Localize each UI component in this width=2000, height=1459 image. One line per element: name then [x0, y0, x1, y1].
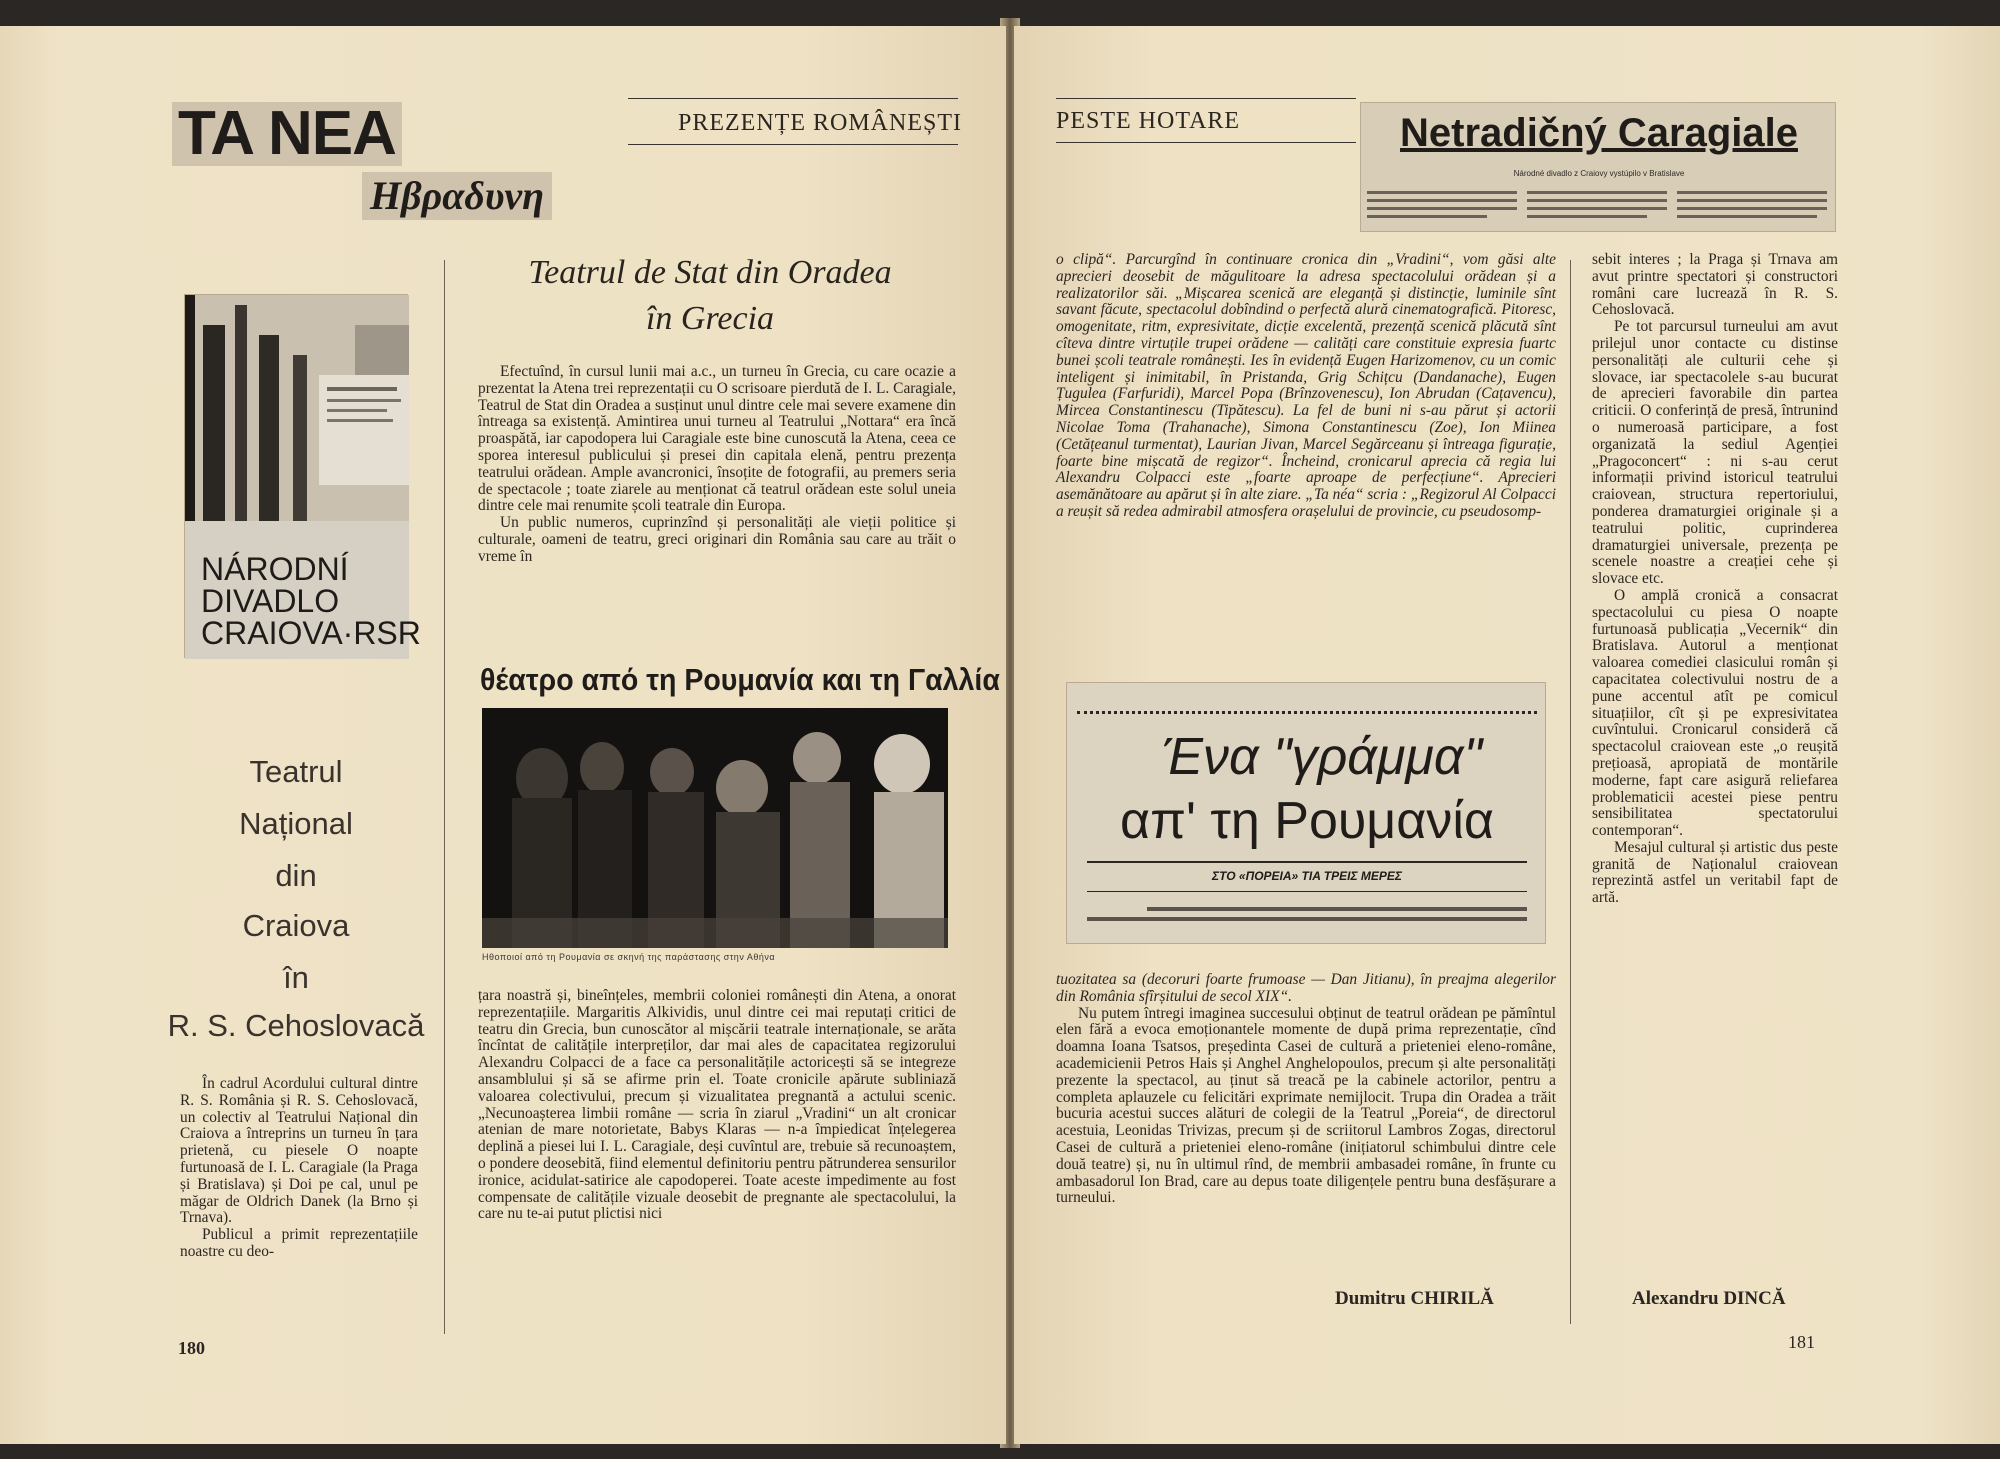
page-number-left: 180	[178, 1338, 205, 1358]
ta-nea-masthead: TA NEA	[172, 102, 402, 166]
slovak-clipping-subtitle: Národné divadlo z Craiovy vystúpilo v Bratislave	[1513, 169, 1685, 178]
right-paragraph-2: tuozitatea sa (decoruri foarte frumoase — Dan Jitianu), în preajma alegerilor din România sfîrșitului de secol XIX“.	[1056, 971, 1556, 1005]
section-rule-bottom	[628, 144, 958, 145]
signature-dumitru-chirila: Dumitru CHIRILĂ	[1335, 1288, 1494, 1309]
article-column-1	[478, 364, 956, 566]
poster-line-1: NÁRODNÍ	[201, 551, 349, 587]
greek-clip-rule-2	[1087, 891, 1527, 892]
greek-clip-dots	[1077, 711, 1537, 717]
right-b-paragraph-2: Pe tot parcursul turneului am avut prilejul unor contacte cu distinse personalități ale culturii cehe și slovace, iar spectacolele s-au bucurat de aprecieri favorabile din partea criticii. O conferință de presă, întrunind o numeroasă participare, a fost organizată la sediul Agenției „Pragoconcert“ : ni s-au cerut informații privind istoricul teatrului craiovean, structura repertoriului, ponderea dramaturgiei originale și a teatrului politic, cuprinderea dramaturgiei universale, prezența pe scenele noastre a creației cehe și slovace etc.	[1592, 318, 1838, 588]
greek-clip-line-1: Ένα "γράμμα"	[1161, 728, 1483, 786]
column-divider	[444, 260, 445, 1334]
sidebar-title-4: Craiova	[242, 908, 350, 943]
greek-headline: θέατρο από τη Ρουμανία και τη Γαλλία	[480, 662, 1000, 697]
right-b-paragraph-4: Mesajul cultural și artistic dus peste granită de Naționalul craiovean reprezintă astfel un veritabil fapt de artă.	[1592, 838, 1838, 907]
article-paragraph-1: Efectuînd, în cursul lunii mai a.c., un turneu în Grecia, cu care ocazie a prezentat la Atena trei reprezentații cu O scrisoare pierdută de I. L. Caragiale, Teatrul de Stat din Oradea a susținut unul dintre cele mai severe examene din întreaga sa existență. Amintirea unui turneu al Teatrului „Nottara“ era încă proaspătă, iar capodopera lui Caragiale este bine cunoscută la Atena, ceea ce sporea interesul publicului și presei din capitala elenă, pentru prezența teatrului orădean. Ample avancronici, însoțite de fotografii, au premers seria de spectacole ; toate ziarele au menționat că teatrul orădean este solul uneia dintre cele mai renumite școli teatrale din Europa.	[478, 363, 956, 515]
sidebar-text	[180, 1076, 418, 1261]
stage-photo-art	[482, 708, 948, 948]
right-b-paragraph-3: O amplă cronică a consacrat spectacolului cu piesa O noapte furtunoasă publicația „Vecernik“ din Bratislava. Autorul a menționat valoarea comediei clasicului român și capacitatea colectivului nostru de a pune accentul atît pe comicul situațiilor, cît și pe expresivitatea cuvîntului. Cronicarul consideră că spectacolul craiovean este „o reușită prețioasă, apropiată de montările moderne, fapt care asigură reliefarea problematicii acestei piese pentru sensibilitatea spectatorului contemporan“.	[1592, 586, 1838, 840]
article-column-1-continued	[478, 988, 956, 1223]
section-label: PREZENȚE ROMÂNEȘTI	[678, 110, 962, 136]
sidebar-title-6: R. S. Cehoslovacă	[167, 1008, 425, 1043]
sidebar-title-5: în	[283, 960, 309, 995]
right-column-b	[1592, 252, 1838, 907]
greek-clip-line-2: απ' τη Ρουμανία	[1120, 792, 1494, 850]
greek-clipping	[1066, 682, 1546, 944]
sidebar-title-1: Teatrul	[249, 754, 343, 789]
slovak-clipping-title: Netradičný Caragiale	[1400, 111, 1798, 155]
photo-caption: Ηθοποιοί από τη Ρουμανία σε σκηνή της παράστασης στην Αθήνα	[482, 952, 776, 962]
article-paragraph-3: țara noastră și, bineînțeles, membrii coloniei românești din Atena, a onorat reprezentațiile. Margaritis Alkividis, unul dintre cei mai reputați critici de teatru din Grecia, bun cunoscător al mișcării teatrale internaționale, se arăta încîntat de calitățile interpreților, dar mai ales de capacitatea regizorului Alexandru Colpacci de a face ca personalitățile actoricești să se integreze ansamblului și să se afirme prin el. Toate cronicile apărute subliniază valoarea colectivului, precum și vizualitatea pregnantă a actului scenic. „Necunoașterea limbii române — scria în ziarul „Vradini“ un alt cronicar atenian de mare notorietate, Babys Klaras — n-a împiedicat înțelegerea deplină a piesei lui I. L. Caragiale, deși cuvîntul are, trebuie să recunoaștem, o pondere deosebită, fiind elementul definitoriu pentru pătrunderea sensurilor ironice, acidulat-satirice ale capodoperei. Toate aceste impedimente au fost compensate de calitățile vizuale deosebit de pregnante ale spectacolului, la care nu te-ai putut plictisi nici	[478, 987, 956, 1223]
right-page	[1014, 26, 2000, 1444]
right-b-paragraph-1: sebit interes ; la Praga și Trnava am avut printre spectatori și constructori români care lucrează în R. S. Cehoslovacă.	[1592, 251, 1838, 319]
sidebar-paragraph-2: Publicul a primit reprezentațiile noastre cu deo-	[180, 1226, 418, 1260]
page-number-right: 181	[1788, 1332, 1815, 1352]
signature-alexandru-dinca: Alexandru DINCĂ	[1632, 1288, 1786, 1309]
poster-line-3: CRAIOVA·RSR	[201, 615, 421, 651]
ta-nea-clipping	[172, 99, 622, 252]
section-label-right: PESTE HOTARE	[1056, 108, 1241, 134]
sidebar-title-3: din	[275, 858, 317, 893]
section-rule-top	[628, 98, 958, 99]
right-column-a-bottom	[1056, 972, 1556, 1207]
slovak-clipping-text-lines	[1367, 187, 1831, 227]
article-paragraph-2: Un public numeros, cuprinzînd și personalități ale vieții politice și culturale, oameni de teatru, greci originari din România sau care au trăit o vreme în	[478, 514, 956, 565]
section-rule-right-bottom	[1056, 142, 1356, 143]
poster-line-2: DIVADLO	[201, 583, 340, 619]
article-title-line-2: în Grecia	[645, 300, 775, 337]
greek-clip-rule	[1087, 861, 1527, 863]
right-paragraph-1: o clipă“. Parcurgînd în continuare cronica din „Vradini“, vom găsi alte aprecieri deosebit de măgulitoare la adresa spectacolului orădean și a realizatorilor săi. „Mișcarea scenică are eleganță și distincție, luminile sînt savant făcute, spectacolul dobîndind o perfectă alură cinematografică. Pitoresc, omogenitate, ritm, expresivitate, dicție excelentă, prezență scenică plăcută sînt cîteva dintre virtuțile trupei orădene — calități care constituie expresia fuartc bunei școli teatrale românești. Ies în evidență Eugen Harizomenov, cu un comic inteligent și inimitabil, în Pristanda, Grig Schițcu (Dandanache), Eugen Țugulea (Farfuridi), Marcel Popa (Brînzovenescu), Ion Abrudan (Cațavencu), Mircea Constantinescu (Tipătescu). La fel de buni ni s-au părut și actorii Nicolae Toma (Trahanache), Simona Constantinescu (Zoe), Ion Miinea (Cetățeanul turmentat), Laurian Jivan, Marcel Segărceanu și întreaga figurație, foarte bine mișcată de regizor“. Încheind, cronicarul aprecia că regia lui Alexandru Colpacci este „foarte aproape de perfecțiune“. Aprecieri asemănătoare au apărut și în alte ziare. „Ta néa“ scria : „Regizorul Al Colpacci a reușit să redea admirabil atmosfera orașelului de provincie, cu pseudosomp-	[1056, 251, 1556, 520]
right-paragraph-3: Nu putem întregi imaginea succesului obținut de teatrul orădean pe pămîntul elen fără a evoca emoționantele momente de după prima reprezentație, cînd doamna Ioana Tsatsos, președinta Casei de cultură a prieteniei eleno-române, academicienii Petros Hais și Anghel Anghelopoulos, precum și alte personalități prezente la spectacol, au ținut să treacă pe la cabinele actorilor, pentru a completa aplauzele cu felicitări exprimate nemijlocit. Trupa din Oradea a trăit bucuria acestui succes alături de colegii de la Teatrul „Poreia“, de directorul acestuia, Leonidas Trivizas, precum și de scriitorul Lambros Zogas, directorul Casei de cultură a prieteniei eleno-române (inițiatorul schimbului dintre cele două teatre) și, nu în ultimul rînd, de membrii ambasadei române, în frunte cu ambasadorul Ion Brad, care au depus toate diligențele pentru buna desfășurare a turneului.	[1056, 1004, 1556, 1207]
sidebar-title-2: Național	[239, 806, 353, 841]
sidebar-paragraph-1: În cadrul Acordului cultural dintre R. S. România și R. S. Cehoslovacă, un colectiv al Teatrului Național din Craiova a întreprins un turneu în țara prietenă, cu piesele O noapte furtunoasă de I. L. Caragiale (la Praga și Bratislava) și Doi pe cal, unul pe măgar de Oldrich Danek (la Brno și Trnava).	[180, 1075, 418, 1227]
right-column-divider	[1570, 260, 1571, 1324]
poster-image	[184, 294, 421, 658]
stage-photo	[482, 708, 948, 948]
left-page	[0, 26, 1006, 1444]
greek-clip-text-lines	[1087, 903, 1527, 933]
section-rule-right-top	[1056, 98, 1356, 99]
right-column-a-top	[1056, 252, 1556, 521]
slovak-clipping	[1360, 102, 1836, 232]
greek-clip-subtitle: ΣΤΟ «ΠΟΡΕΙΑ» ΤΙΑ ΤΡΕΙΣ ΜΕΡΕΣ	[1212, 869, 1402, 883]
ta-nea-subhead: Ηβραδυνη	[362, 172, 552, 220]
article-title-line-1: Teatrul de Stat din Oradea	[528, 254, 892, 291]
